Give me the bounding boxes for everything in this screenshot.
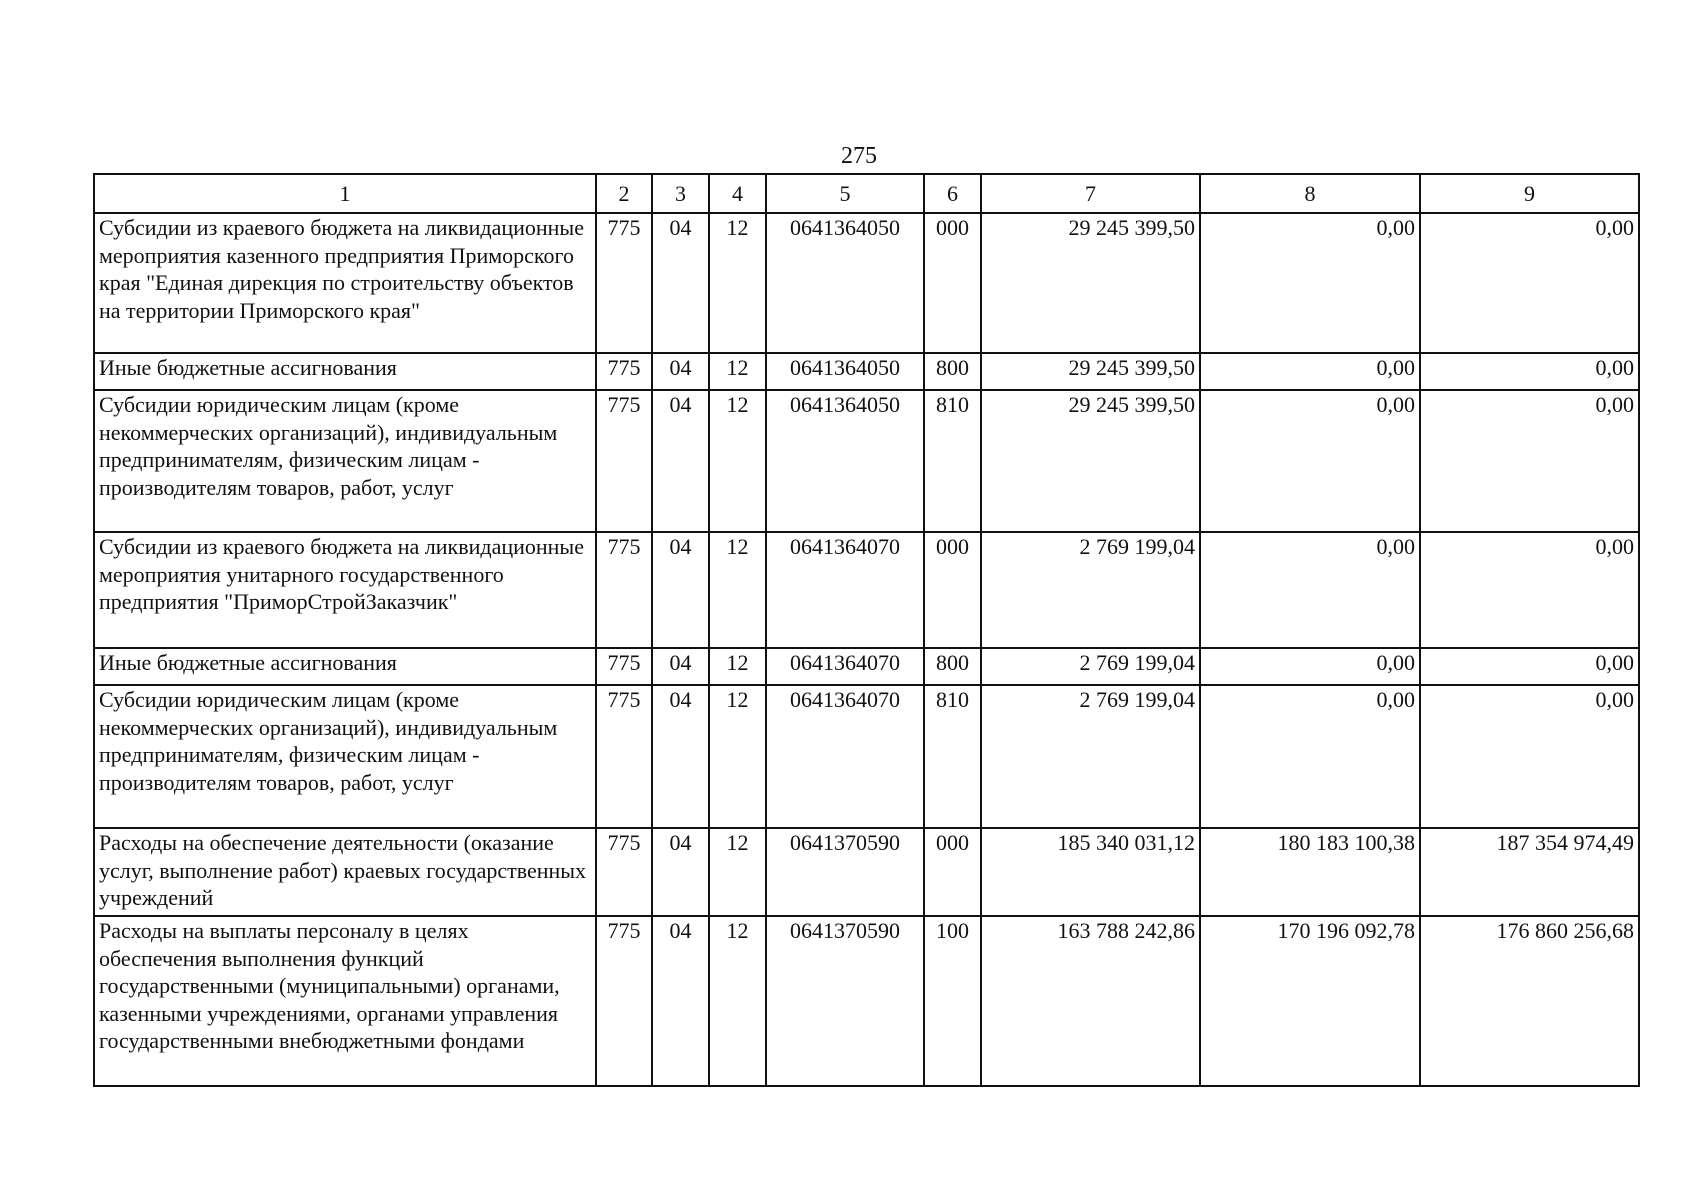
subsection-code: 12: [709, 828, 766, 916]
target-article-code: 0641364070: [766, 685, 924, 828]
section-code: 04: [652, 828, 709, 916]
ministry-code: 775: [596, 685, 652, 828]
target-article-code: 0641370590: [766, 916, 924, 1086]
target-article-code: 0641364070: [766, 648, 924, 685]
column-header-9: 9: [1420, 174, 1639, 213]
amount-col8: 170 196 092,78: [1200, 916, 1420, 1086]
amount-col8: 0,00: [1200, 648, 1420, 685]
target-article-code: 0641364050: [766, 353, 924, 390]
amount-col8: 0,00: [1200, 390, 1420, 532]
table-row: [94, 532, 1639, 648]
ministry-code: 775: [596, 390, 652, 532]
section-code: 04: [652, 353, 709, 390]
budget-table: [93, 173, 1640, 1087]
table-row: [94, 648, 1639, 685]
subsection-code: 12: [709, 648, 766, 685]
column-header-8: 8: [1200, 174, 1420, 213]
amount-col7: 29 245 399,50: [981, 353, 1200, 390]
amount-col9: 0,00: [1420, 390, 1639, 532]
target-article-code: 0641364070: [766, 532, 924, 648]
table-row: [94, 916, 1639, 1086]
amount-col8: 180 183 100,38: [1200, 828, 1420, 916]
section-code: 04: [652, 213, 709, 353]
table-row: [94, 353, 1639, 390]
amount-col8: 0,00: [1200, 532, 1420, 648]
expense-type-code: 000: [924, 532, 981, 648]
amount-col7: 2 769 199,04: [981, 648, 1200, 685]
subsection-code: 12: [709, 685, 766, 828]
amount-col8: 0,00: [1200, 353, 1420, 390]
subsection-code: 12: [709, 353, 766, 390]
subsection-code: 12: [709, 213, 766, 353]
amount-col9: 0,00: [1420, 213, 1639, 353]
column-header-3: 3: [652, 174, 709, 213]
table-row: [94, 685, 1639, 828]
expense-name: Субсидии юридическим лицам (кроме некоммерческих организаций), индивидуальным предпринимателям, физическим лицам - производителям товаров, работ, услуг: [94, 390, 596, 532]
expense-type-code: 000: [924, 213, 981, 353]
expense-type-code: 810: [924, 685, 981, 828]
expense-name: Субсидии из краевого бюджета на ликвидационные мероприятия унитарного государственного предприятия "ПриморСтройЗаказчик": [94, 532, 596, 648]
section-code: 04: [652, 390, 709, 532]
column-header-1: 1: [94, 174, 596, 213]
expense-name: Иные бюджетные ассигнования: [94, 648, 596, 685]
ministry-code: 775: [596, 353, 652, 390]
expense-type-code: 100: [924, 916, 981, 1086]
expense-name: Субсидии юридическим лицам (кроме некоммерческих организаций), индивидуальным предпринимателям, физическим лицам - производителям товаров, работ, услуг: [94, 685, 596, 828]
expense-name: Расходы на обеспечение деятельности (оказание услуг, выполнение работ) краевых государственных учреждений: [94, 828, 596, 916]
amount-col8: 0,00: [1200, 685, 1420, 828]
expense-name: Расходы на выплаты персоналу в целях обеспечения выполнения функций государственными (муниципальными) органами, казенными учреждениями, органами управления государственными внебюджетными фондами: [94, 916, 596, 1086]
column-header-4: 4: [709, 174, 766, 213]
table-row: [94, 828, 1639, 916]
subsection-code: 12: [709, 916, 766, 1086]
expense-type-code: 800: [924, 648, 981, 685]
ministry-code: 775: [596, 213, 652, 353]
section-code: 04: [652, 685, 709, 828]
column-header-2: 2: [596, 174, 652, 213]
amount-col8: 0,00: [1200, 213, 1420, 353]
column-header-5: 5: [766, 174, 924, 213]
subsection-code: 12: [709, 390, 766, 532]
amount-col7: 2 769 199,04: [981, 532, 1200, 648]
amount-col9: 0,00: [1420, 648, 1639, 685]
subsection-code: 12: [709, 532, 766, 648]
ministry-code: 775: [596, 648, 652, 685]
table-header-row: [94, 174, 1639, 213]
ministry-code: 775: [596, 828, 652, 916]
amount-col9: 187 354 974,49: [1420, 828, 1639, 916]
amount-col7: 29 245 399,50: [981, 390, 1200, 532]
amount-col9: 0,00: [1420, 685, 1639, 828]
expense-type-code: 800: [924, 353, 981, 390]
expense-type-code: 810: [924, 390, 981, 532]
amount-col9: 0,00: [1420, 532, 1639, 648]
expense-name: Иные бюджетные ассигнования: [94, 353, 596, 390]
target-article-code: 0641364050: [766, 390, 924, 532]
column-header-6: 6: [924, 174, 981, 213]
amount-col7: 163 788 242,86: [981, 916, 1200, 1086]
target-article-code: 0641364050: [766, 213, 924, 353]
page-number: 275: [841, 143, 877, 169]
amount-col7: 29 245 399,50: [981, 213, 1200, 353]
section-code: 04: [652, 916, 709, 1086]
ministry-code: 775: [596, 916, 652, 1086]
table-row: [94, 390, 1639, 532]
section-code: 04: [652, 532, 709, 648]
column-header-7: 7: [981, 174, 1200, 213]
ministry-code: 775: [596, 532, 652, 648]
section-code: 04: [652, 648, 709, 685]
amount-col9: 0,00: [1420, 353, 1639, 390]
amount-col9: 176 860 256,68: [1420, 916, 1639, 1086]
expense-name: Субсидии из краевого бюджета на ликвидационные мероприятия казенного предприятия Приморского края "Единая дирекция по строительству объектов на территории Приморского края": [94, 213, 596, 353]
table-row: [94, 213, 1639, 353]
expense-type-code: 000: [924, 828, 981, 916]
target-article-code: 0641370590: [766, 828, 924, 916]
amount-col7: 185 340 031,12: [981, 828, 1200, 916]
amount-col7: 2 769 199,04: [981, 685, 1200, 828]
